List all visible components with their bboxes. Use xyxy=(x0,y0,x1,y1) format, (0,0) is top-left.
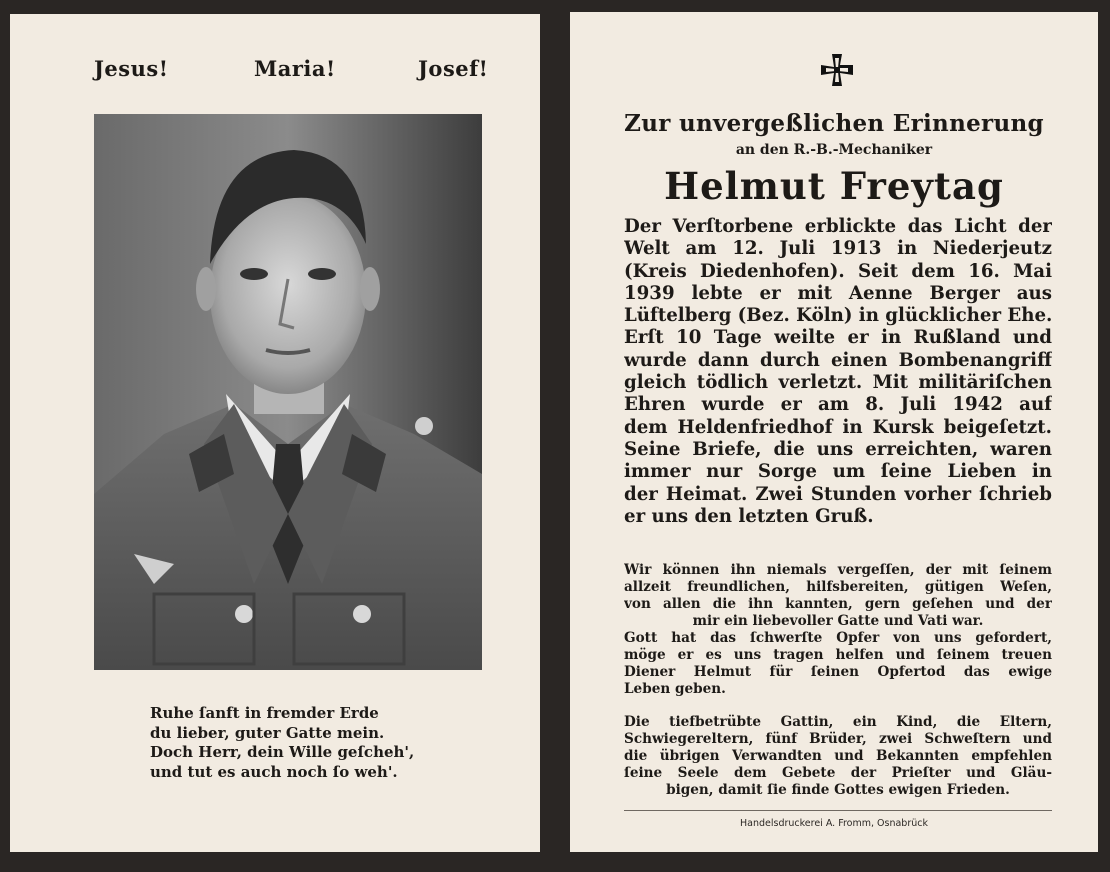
deceased-name: Helmut Freytag xyxy=(664,164,1004,208)
memorial-poem xyxy=(150,704,470,782)
biography-line: wurde dann durch einen Bombenangriff xyxy=(624,349,1052,371)
left-card xyxy=(10,14,540,852)
memorial-title: Zur unvergeßlichen Erinnerung xyxy=(624,110,1044,137)
printer-imprint: Handelsdruckerei A. Fromm, Osnabrück xyxy=(740,818,928,829)
paragraph-line: Schwiegereltern, fünf Brüder, zwei Schweſtern und xyxy=(624,731,1052,747)
paragraph-line: Die tiefbetrübte Gattin, ein Kind, die Eltern, xyxy=(624,714,1052,730)
soldier-portrait-photo xyxy=(94,114,482,670)
divider xyxy=(624,810,1052,811)
poem-line: und tut es auch noch ſo weh'. xyxy=(150,762,398,781)
paragraph-line: die übrigen Verwandten und Bekannten empfehlen xyxy=(624,748,1052,764)
biography-line: Seine Briefe, die uns erreichten, waren xyxy=(624,438,1052,460)
paragraph-line: bigen, damit ſie finde Gottes ewigen Frieden. xyxy=(666,782,1010,798)
paragraph-line: Wir können ihn niemals vergeſſen, der mit ſeinem xyxy=(624,562,1052,578)
paragraph-line: Diener Helmut für ſeinen Opfertod das ewige xyxy=(624,664,1052,680)
biography-line: Welt am 12. Juli 1913 in Niederjeutz xyxy=(624,238,1052,260)
remembrance-paragraph xyxy=(624,562,1052,630)
biography-line: immer nur Sorge um ſeine Lieben in xyxy=(624,461,1052,483)
paragraph-line: von allen die ihn kannten, gern geſehen und der xyxy=(624,596,1052,612)
memorial-subtitle: an den R.-B.-Mechaniker xyxy=(735,142,933,158)
biography-line: er uns den letzten Gruß. xyxy=(624,505,874,527)
biography-line: dem Heldenfriedhof in Kursk beigeſetzt. xyxy=(624,416,1052,438)
biography-line: Ehren wurde er am 8. Juli 1942 auf xyxy=(624,394,1052,416)
iron-cross-icon xyxy=(819,52,855,88)
prayer-jesus: Jesus! xyxy=(94,56,169,81)
biography-line: 1939 lebte er mit Aenne Berger aus xyxy=(624,282,1052,304)
paragraph-line: möge er es uns tragen helfen und ſeinem treuen xyxy=(624,647,1052,663)
biography-text xyxy=(624,216,1052,528)
paragraph-line: mir ein liebevoller Gatte und Vati war. xyxy=(692,613,984,629)
right-card xyxy=(570,12,1098,852)
poem-line: du lieber, guter Gatte mein. xyxy=(150,723,385,742)
paragraph-line: allzeit freundlichen, hilfsbereiten, gütigen Weſen, xyxy=(624,579,1052,595)
biography-line: (Kreis Diedenhofen). Seit dem 16. Mai xyxy=(624,260,1052,282)
mourners-paragraph xyxy=(624,714,1052,799)
poem-line: Ruhe ſanft in fremder Erde xyxy=(150,704,379,722)
poem-line: Doch Herr, dein Wille geſcheh', xyxy=(150,743,415,761)
biography-line: gleich tödlich verletzt. Mit militäriſchen xyxy=(624,372,1052,394)
paragraph-line: ſeine Seele dem Gebete der Prieſter und Gläu- xyxy=(624,765,1052,781)
prayer-paragraph xyxy=(624,630,1052,698)
biography-line: Lüftelberg (Bez. Köln) in glücklicher Ehe. xyxy=(624,305,1052,327)
biography-line: Der Verſtorbene erblickte das Licht der xyxy=(624,216,1052,237)
biography-line: Erſt 10 Tage weilte er in Rußland und xyxy=(624,327,1052,349)
paragraph-line: Gott hat das ſchwerſte Opfer von uns gefordert, xyxy=(624,630,1052,646)
biography-line: der Heimat. Zwei Stunden vorher ſchrieb xyxy=(624,483,1052,505)
prayer-maria: Maria! xyxy=(254,56,336,81)
paragraph-line: Leben geben. xyxy=(624,681,726,697)
prayer-josef: Josef! xyxy=(418,56,489,81)
